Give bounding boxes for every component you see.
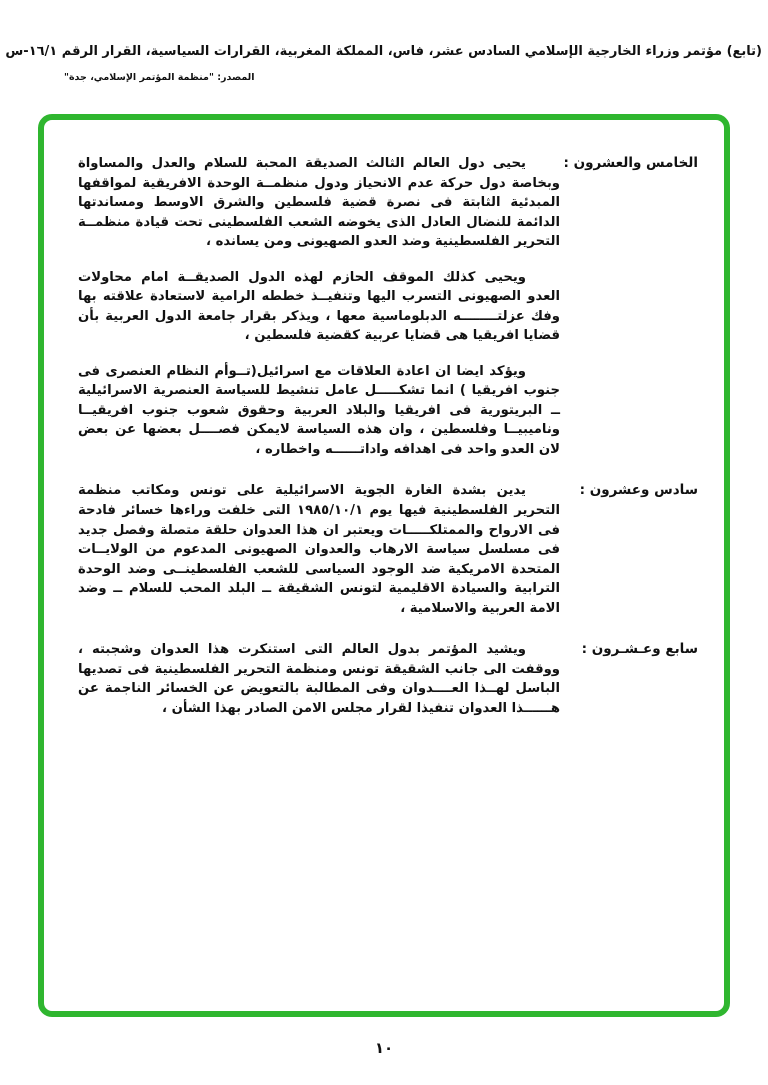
document-header (6, 44, 762, 83)
section-twenty-sixth (74, 481, 698, 618)
page-number: ١٠ (374, 1039, 394, 1057)
section-body-twenty-fifth (74, 154, 560, 459)
section-body-twenty-seventh (74, 640, 560, 718)
section-body-twenty-sixth (74, 481, 560, 618)
paragraph: ويحيى كذلك الموقف الحازم لهذه الدول الصديقــة امام محاولات العدو الصهيونى التسرب اليها وتنفيــذ خططه الرامية لاستعادة علاقته بها وفك عزلتــــــــه الدبلوماسية معها ، ويذكر بقرار جامعة الدول العربية بأن قضايا افريقيا هى قضايا عربية كقضية فلسطين ، (78, 269, 560, 344)
section-label-twenty-seventh: سابع وعـشـرون : (581, 641, 698, 658)
section-label-twenty-fifth: الخامس والعشرون : (563, 155, 698, 171)
paragraph: ويؤكد ايضا ان اعادة العلاقات مع اسرائيل(تــوأم النظام العنصرى فى جنوب افريقيا ) انما تشكـــــل عامل تنشيط للسياسة العنصرية الاسرائيلية ــ البريتورية فى افريقيا والبلاد العربية وحقوق شعوب جنوب افريقيــا وناميبيــا وفلسطين ، وان هذه السياسة لايمكن فصــــل بعضها عن بعض لان العدو واحد فى اهدافه واداتــــــه واخطاره ، (78, 363, 560, 457)
green-border-frame (38, 114, 730, 1017)
header-source: المصدر: "منظمة المؤتمر الإسلامي، جدة" (64, 72, 255, 83)
section-label-twenty-sixth: سادس وعشرون : (579, 482, 698, 499)
section-twenty-fifth (74, 154, 698, 459)
paragraph: يحيى دول العالم الثالث الصديقة المحبة للسلام والعدل والمساواة وبخاصة دول حركة عدم الانحياز ودول منظمــة الوحدة الافريقية لمواقفها المبدئية الثابتة فى نصرة قضية فلسطين والشرق الاوسط ومساندتها الدائمة للنضال العادل الذى يخوضه الشعب الفلسطينى تحت قيادة منظمــة التحرير الفلسطينية وضد العدو الصهيونى ومن يسانده ، (78, 156, 560, 250)
header-title: (تابع) مؤتمر وزراء الخارجية الإسلامي السادس عشر، فاس، المملكة المغربية، القرارات السياسية، القرار الرقم ١٦/١-س (5, 44, 762, 59)
paragraph: يدين بشدة الغارة الجوية الاسرائيلية على تونس ومكاتب منظمة التحرير الفلسطينية فيها يوم ١٩٨٥/١٠/١ التى خلفت وراءها خسائر فادحة فى الارواح والممتلكـــــات ويعتبر ان هذا العدوان حلقة متصلة وفصل جديد فى مسلسل سياسة الارهاب والعدوان الصهيونى المدعوم من الولايــات المتحدة الامريكية ضد الوجود السياسى للشعب الفلسطينــى وضد الوحدة الترابية والسيادة الاقليمية لتونس الشقيقة ــ البلد المحب للسلام ــ وضد الامة العربية والاسلامية ، (78, 483, 560, 616)
paragraph: ويشيد المؤتمر بدول العالم التى استنكرت هذا العدوان وشجبته ، ووقفت الى جانب الشقيقة تونس ومنظمة التحرير الفلسطينية فى تصديها الباسل لهــذا العــــدوان وفى المطالبة بالتعويض عن الخسائر الناجمة عن هــــــذا العدوان تنفيذا لقرار مجلس الامن الصادر بهذا الشأن ، (78, 642, 560, 716)
section-twenty-seventh (74, 640, 698, 718)
